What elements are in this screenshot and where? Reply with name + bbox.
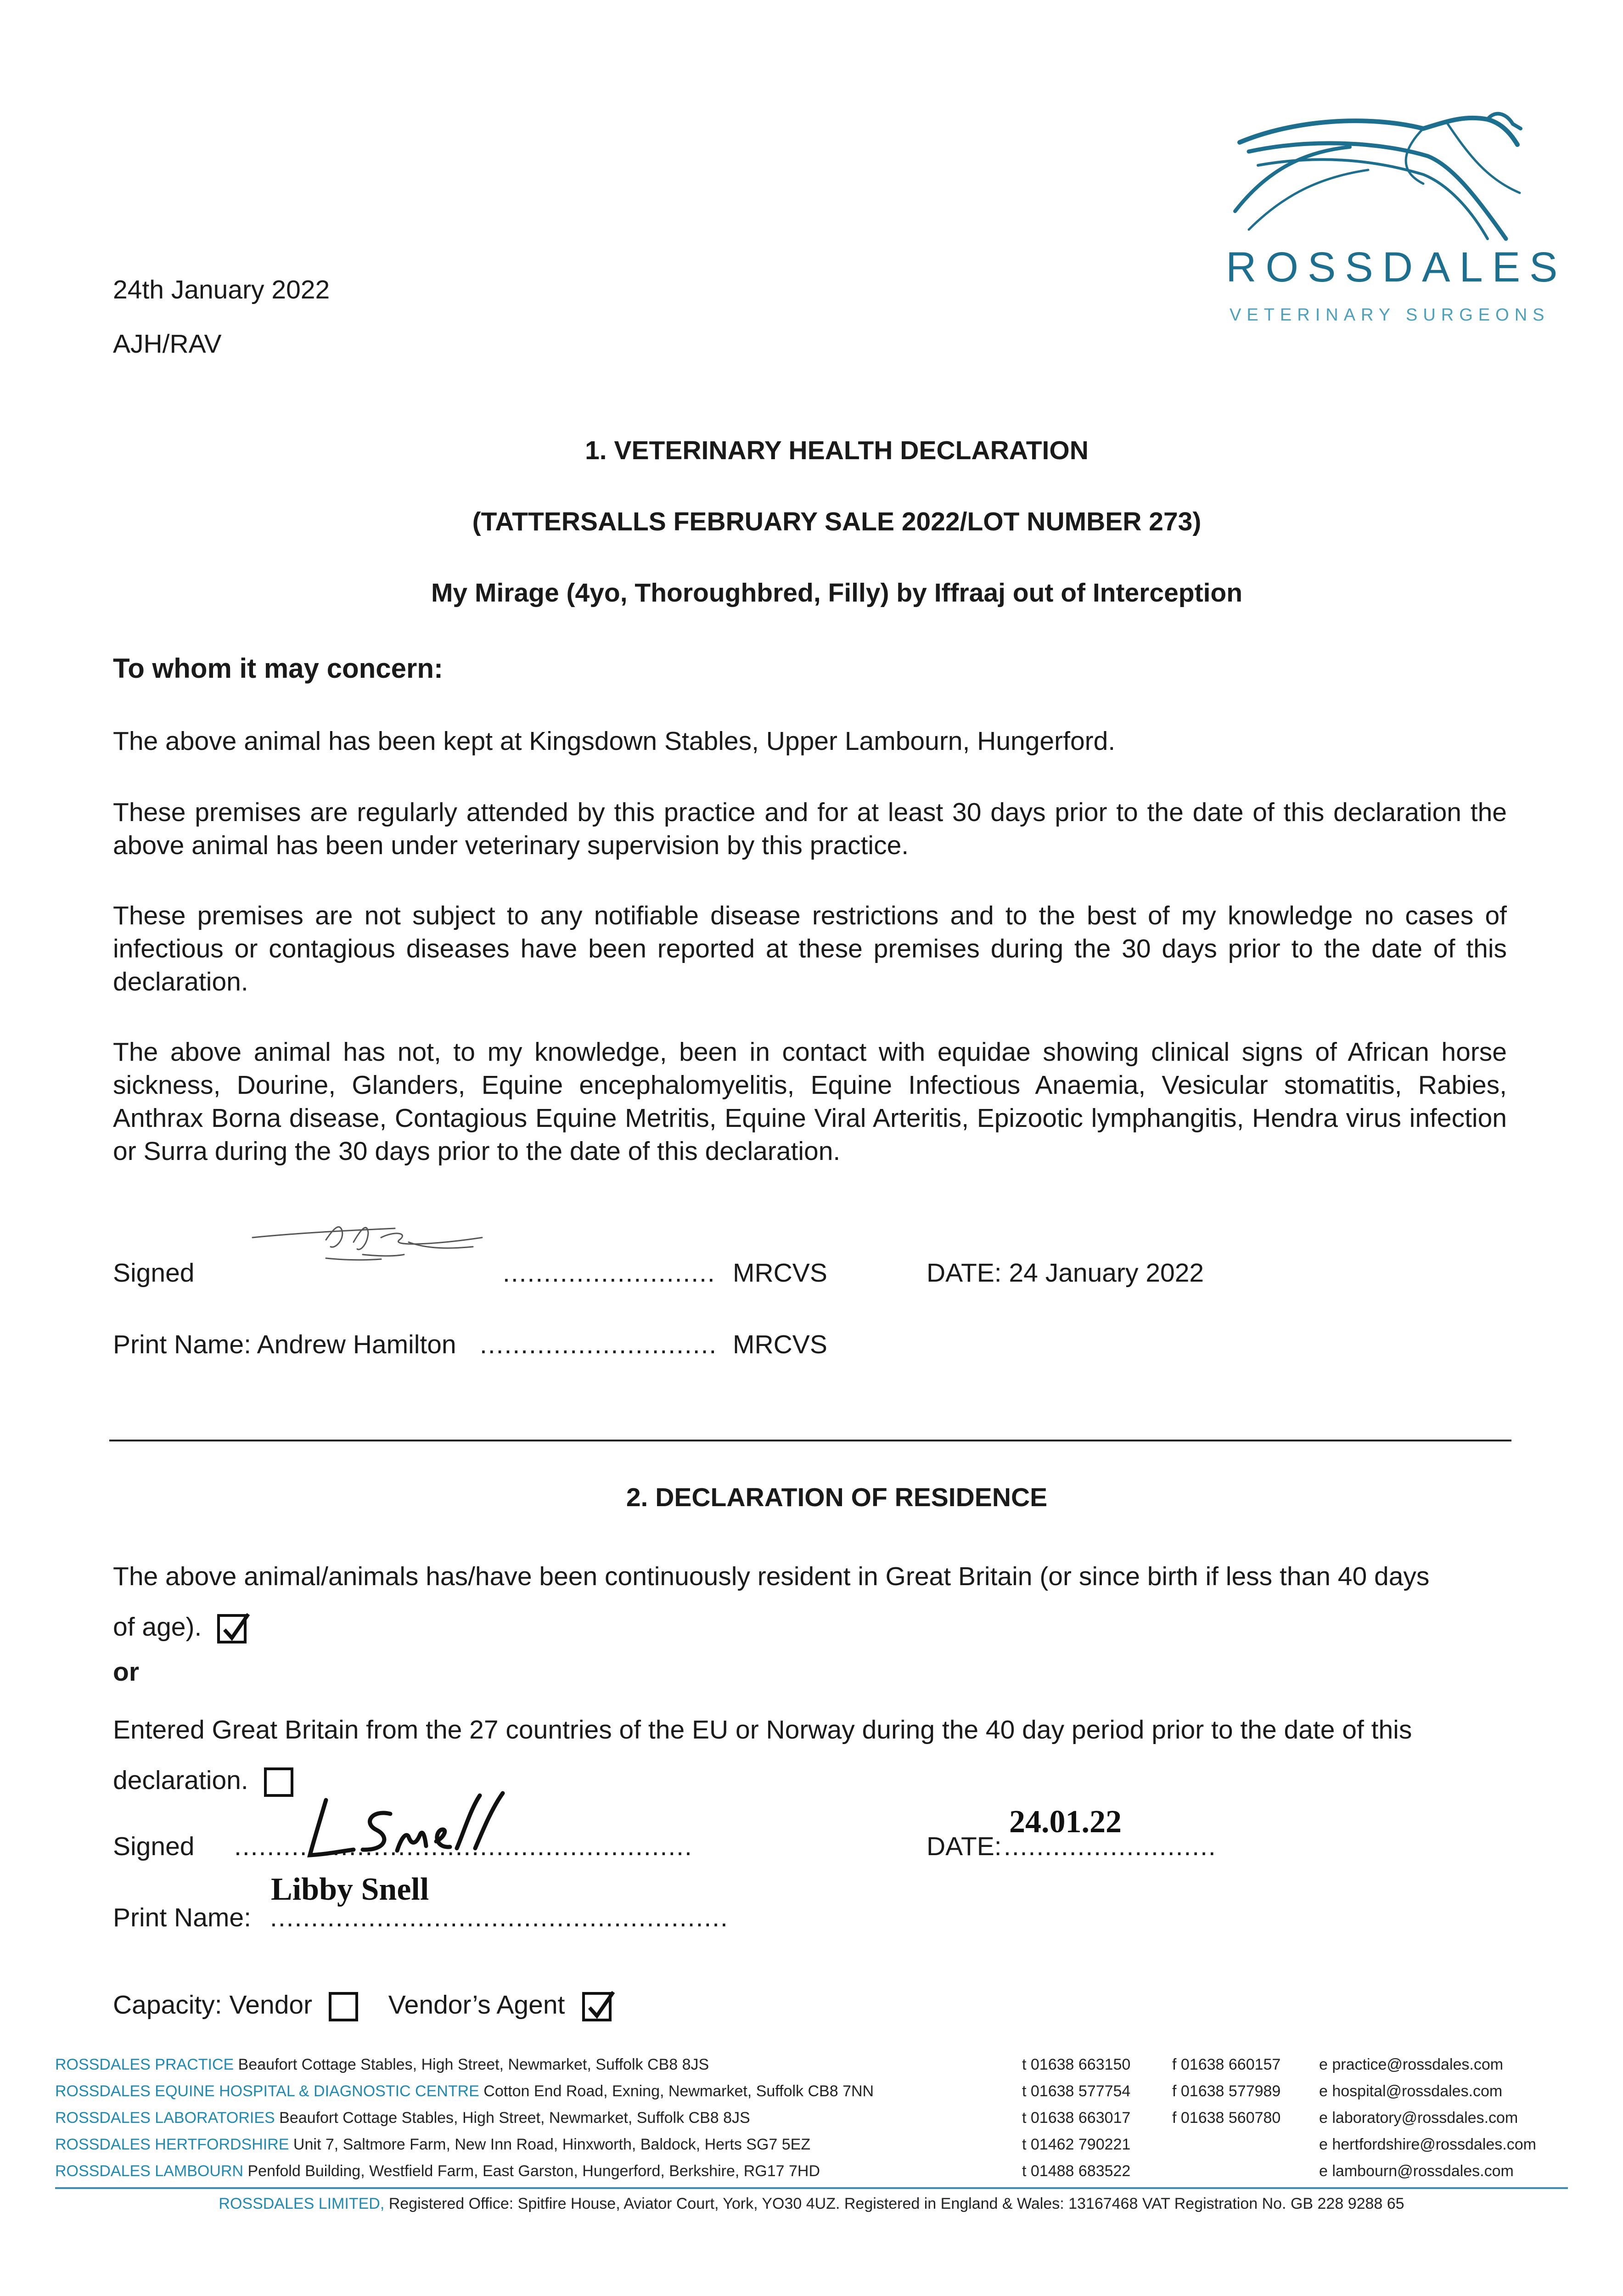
- vendor-date-label: DATE:: [927, 1832, 1002, 1861]
- residence-paragraph: [113, 1551, 1444, 1652]
- capacity-row: [113, 1988, 612, 2021]
- footer-phone: t 01638 663017: [1022, 2109, 1131, 2127]
- vendor-date-line: ..........................: [1004, 1832, 1217, 1861]
- horse-identification: My Mirage (4yo, Thoroughbred, Filly) by Iffraaj out of Interception: [431, 578, 1243, 608]
- footer-phone: t 01638 663150: [1022, 2056, 1131, 2073]
- footer-email[interactable]: e practice@rossdales.com: [1319, 2056, 1504, 2073]
- footer-org: ROSSDALES HERTFORDSHIRE: [55, 2136, 289, 2153]
- footer-phone: t 01488 683522: [1022, 2162, 1131, 2180]
- vet-date: DATE: 24 January 2022: [927, 1258, 1204, 1288]
- eu-entry-text: Entered Great Britain from the 27 countries of the EU or Norway during the 40 day period prior to the date of this declaration.: [113, 1715, 1412, 1795]
- logo-brand-name: ROSSDALES: [1226, 244, 1567, 291]
- vet-mrcvs: MRCVS: [733, 1258, 827, 1288]
- salutation: To whom it may concern:: [113, 653, 443, 684]
- horse-logo-icon: [1230, 101, 1524, 248]
- footer-phone: t 01638 577754: [1022, 2082, 1131, 2100]
- footer-limited-org: ROSSDALES LIMITED,: [219, 2195, 385, 2212]
- footer-divider: [55, 2187, 1568, 2189]
- footer-address: Beaufort Cottage Stables, High Street, Newmarket, Suffolk CB8 8JS: [238, 2056, 709, 2073]
- vet-print-name: Print Name: Andrew Hamilton: [113, 1330, 456, 1359]
- footer-row: [55, 2105, 1570, 2131]
- footer-limited-text: Registered Office: Spitfire House, Aviator Court, York, YO30 4UZ. Registered in England & Wales: 13167468 VAT Registration No. GB 228 9288 65: [388, 2195, 1404, 2212]
- section2-heading: 2. DECLARATION OF RESIDENCE: [626, 1483, 1048, 1512]
- rossdales-logo: [1203, 101, 1567, 340]
- residence-text: The above animal/animals has/have been continuously resident in Great Britain (or since birth if less than 40 days of age).: [113, 1562, 1430, 1642]
- footer-email[interactable]: e hospital@rossdales.com: [1319, 2082, 1503, 2100]
- eu-entry-paragraph: [113, 1705, 1444, 1806]
- vendor-signature: [298, 1791, 528, 1864]
- vendor-signed-label: Signed: [113, 1832, 195, 1861]
- footer-address: Penfold Building, Westfield Farm, East Garston, Hungerford, Berkshire, RG17 7HD: [247, 2162, 820, 2180]
- logo-subtitle: VETERINARY SURGEONS: [1230, 305, 1550, 325]
- footer-row: [55, 2131, 1570, 2158]
- checkmark-icon: [220, 1612, 252, 1644]
- handwritten-date: 24.01.22: [1009, 1804, 1122, 1840]
- vet-print-mrcvs: MRCVS: [733, 1330, 827, 1359]
- footer-email[interactable]: e hertfordshire@rossdales.com: [1319, 2136, 1536, 2153]
- footer-address: Beaufort Cottage Stables, High Street, Newmarket, Suffolk CB8 8JS: [279, 2109, 750, 2127]
- vendor-agent-label: Vendor’s Agent: [388, 1990, 565, 2020]
- section-divider: [109, 1440, 1511, 1441]
- vet-signed-label: Signed: [113, 1258, 195, 1288]
- vet-signature: [243, 1212, 500, 1272]
- footer-address: Unit 7, Saltmore Farm, New Inn Road, Hinxworth, Baldock, Herts SG7 5EZ: [293, 2136, 811, 2153]
- vendor-signed-line: ........................................................: [234, 1832, 693, 1861]
- capacity-vendor-label: Capacity: Vendor: [113, 1990, 313, 2020]
- vet-print-name-line: .............................: [480, 1330, 718, 1359]
- footer-fax: f 01638 660157: [1172, 2056, 1281, 2073]
- footer-org: ROSSDALES LAMBOURN: [55, 2162, 243, 2180]
- footer-org: ROSSDALES LABORATORIES: [55, 2109, 275, 2127]
- vendor-checkbox[interactable]: [329, 1992, 358, 2021]
- footer-row: [55, 2078, 1570, 2105]
- vendor-print-name-line: ........................................................: [270, 1903, 729, 1932]
- footer-fax: f 01638 577989: [1172, 2082, 1281, 2100]
- checkmark-icon: [585, 1990, 617, 2022]
- or-separator: or: [113, 1657, 139, 1687]
- sale-lot-heading: (TATTERSALLS FEBRUARY SALE 2022/LOT NUMBER 273): [472, 507, 1202, 536]
- letter-reference: AJH/RAV: [113, 329, 222, 359]
- footer-email[interactable]: e laboratory@rossdales.com: [1319, 2109, 1518, 2127]
- eu-entry-checkbox[interactable]: [264, 1767, 293, 1797]
- footer-fax: f 01638 560780: [1172, 2109, 1281, 2127]
- footer-address: Cotton End Road, Exning, Newmarket, Suffolk CB8 7NN: [483, 2082, 874, 2100]
- vendor-agent-checkbox[interactable]: [582, 1992, 612, 2021]
- footer-row: [55, 2051, 1570, 2078]
- footer-email[interactable]: e lambourn@rossdales.com: [1319, 2162, 1514, 2180]
- footer-row: [55, 2158, 1570, 2184]
- paragraph-no-contact: The above animal has not, to my knowledge, been in contact with equidae showing clinical signs of African horse sickness, Dourine, Glanders, Equine encephalomyelitis, Equine Infectious Anaemia, Vesicular stomatitis, Rabies, Anthrax Borna disease, Contagious Equine Metritis, Equine Viral Arteritis, Epizootic lymphangitis, Hendra virus infection or Surra during the 30 days prior to the date of this declaration.: [113, 1037, 1507, 1166]
- section1-heading: 1. VETERINARY HEALTH DECLARATION: [585, 436, 1089, 465]
- vet-signed-line: ..........................: [503, 1258, 716, 1288]
- footer-contacts: [55, 2051, 1570, 2184]
- footer-registration: [0, 2190, 1623, 2217]
- handwritten-name: Libby Snell: [271, 1872, 429, 1907]
- residence-checkbox[interactable]: [217, 1614, 247, 1643]
- footer-phone: t 01462 790221: [1022, 2136, 1131, 2153]
- paragraph-supervision: These premises are regularly attended by this practice and for at least 30 days prior to the date of this declaration the above animal has been under veterinary supervision by this practice.: [113, 798, 1507, 860]
- letter-date: 24th January 2022: [113, 275, 330, 304]
- footer-org: ROSSDALES EQUINE HOSPITAL & DIAGNOSTIC CENTRE: [55, 2082, 479, 2100]
- vendor-print-name-label: Print Name:: [113, 1903, 251, 1932]
- paragraph-kept-at: The above animal has been kept at Kingsdown Stables, Upper Lambourn, Hungerford.: [113, 726, 1116, 756]
- footer-org: ROSSDALES PRACTICE: [55, 2056, 234, 2073]
- paragraph-no-restrictions: These premises are not subject to any notifiable disease restrictions and to the best of my knowledge no cases of infectious or contagious diseases have been reported at these premises during the 30 days prior to the date of this declaration.: [113, 901, 1507, 996]
